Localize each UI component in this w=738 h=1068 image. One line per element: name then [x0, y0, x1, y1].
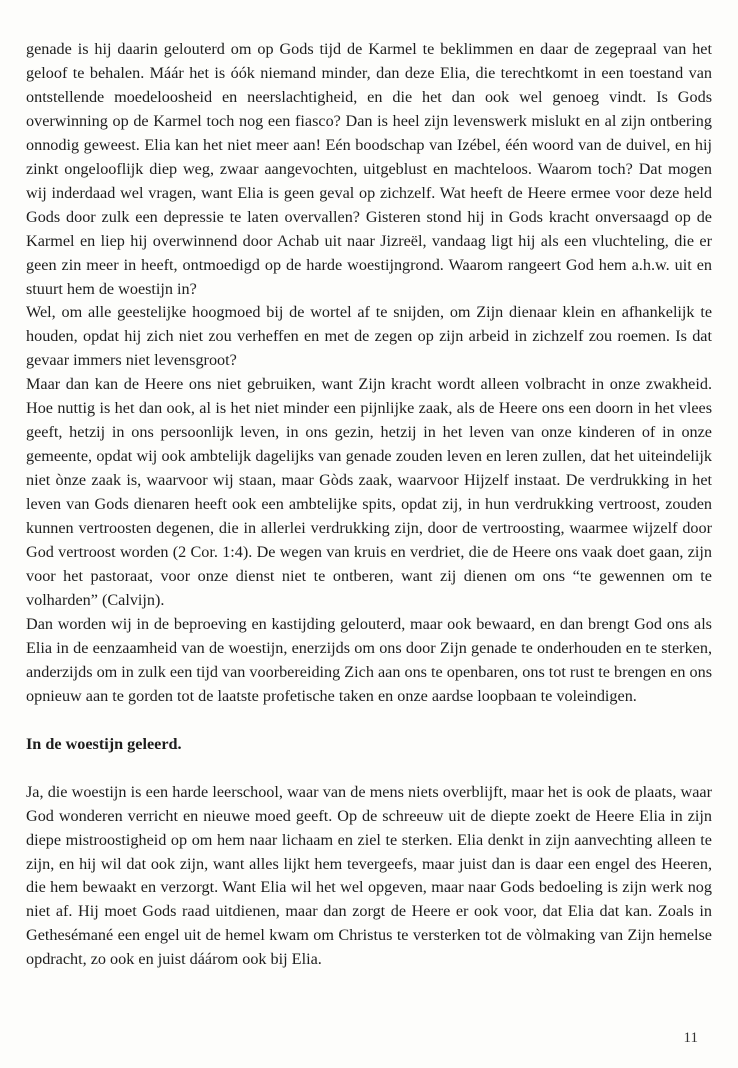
section-paragraph: Ja, die woestijn is een harde leerschool, waar van de mens niets overblijft, maar het is ook de plaats, waar God wonderen verricht en nieuwe moed geeft. Op de schreeuw uit de diepte zoekt de Heere Elia in zijn diepe mistroostigheid op om hem naar lichaam en ziel te sterken. Elia denkt in zijn aanvechting alleen te zijn, en hij wil dat ook zijn, want alles lijkt hem tevergeefs, maar juist dan is daar een engel des Heeren, die hem bewaakt en verzorgt. Want Elia wil het wel opgeven, maar naar Gods bedoeling is zijn werk nog niet af. Hij moet Gods raad uitdienen, maar dan zorgt de Heere er ook voor, dat Elia dat kan. Zoals in Gethesémané een engel uit de hemel kwam om Christus te versterken tot de vòlmaking van Zijn hemelse opdracht, zo ook en juist dáárom ook bij Elia. — [26, 782, 712, 969]
page-body — [26, 38, 712, 972]
page-number: 11 — [683, 1030, 698, 1046]
section-spacer-2 — [26, 757, 712, 781]
paragraph-3: Maar dan kan de Heere ons niet gebruiken, want Zijn kracht wordt alleen volbracht in onze zwakheid. Hoe nuttig is het dan ook, al is het niet minder een pijnlijke zaak, als de Heere ons een doorn in het vlees geeft, hetzij in ons persoonlijk leven, in ons gezin, hetzij in het leven van onze kinderen of in onze gemeente, opdat wij ook ambtelijk dagelijks van genade zouden leven en leren zullen, dat het uiteindelijk niet ònze zaak is, waarvoor wij staan, maar Gòds zaak, waarvoor Hijzelf instaat. De verdrukking in het leven van Gods dienaren heeft ook een ambtelijke spits, opdat zij, in hun verdrukking vertroost, zouden kunnen vertroosten degenen, die in allerlei verdrukking zijn, door de vertroosting, waarmee wijzelf door God vertroost worden (2 Cor. 1:4). De wegen van kruis en verdriet, die de Heere ons vaak doet gaan, zijn voor het pastoraat, voor onze dienst niet te ontberen, want zij dienen om ons “te gewennen om te volharden” (Calvijn). — [26, 375, 712, 609]
section-heading: In de woestijn geleerd. — [26, 734, 182, 753]
paragraph-2: Wel, om alle geestelijke hoogmoed bij de wortel af te snijden, om Zijn dienaar klein en afhankelijk te houden, opdat hij zich niet zou verheffen en met de zegen op zijn arbeid in zichzelf zou roemen. Is dat gevaar immers niet levensgroot? — [26, 303, 712, 370]
section-spacer — [26, 709, 712, 733]
paragraph-4: Dan worden wij in de beproeving en kastijding gelouterd, maar ook bewaard, en dan brengt God ons als Elia in de eenzaamheid van de woestijn, enerzijds om ons door Zijn genade te onderhouden en te sterken, anderzijds om in zulk een tijd van voorbereiding Zich aan ons te openbaren, ons tot rust te brengen en ons opnieuw aan te gorden tot de laatste profetische taken en onze aardse loopbaan te voleindigen. — [26, 614, 712, 705]
paragraph-1: genade is hij daarin gelouterd om op Gods tijd de Karmel te beklimmen en daar de zegepraal van het geloof te behalen. Máár het is óók niemand minder, dan deze Elia, die terechtkomt in een toestand van ontstellende moedeloosheid en neerslachtigheid, en die het dan ook wel genoeg vindt. Is Gods overwinning op de Karmel toch nog een fiasco? Dan is heel zijn levenswerk mislukt en al zijn ontbering onnodig geweest. Elia kan het niet meer aan! Eén boodschap van Izébel, één woord van de duivel, en hij zinkt ongelooflijk diep weg, zwaar aangevochten, uitgeblust en machteloos. Waarom toch? Dat mogen wij inderdaad wel vragen, want Elia is geen geval op zichzelf. Wat heeft de Heere ermee voor deze held Gods door zulk een depressie te laten overvallen? Gisteren stond hij in Gods kracht onversaagd op de Karmel en liep hij overwinnend door Achab uit naar Jizreël, vandaag ligt hij als een vluchteling, die er geen zin meer in heeft, ontmoedigd op de harde woestijngrond. Waarom rangeert God hem a.h.w. uit en stuurt hem de woestijn in? — [26, 40, 712, 298]
